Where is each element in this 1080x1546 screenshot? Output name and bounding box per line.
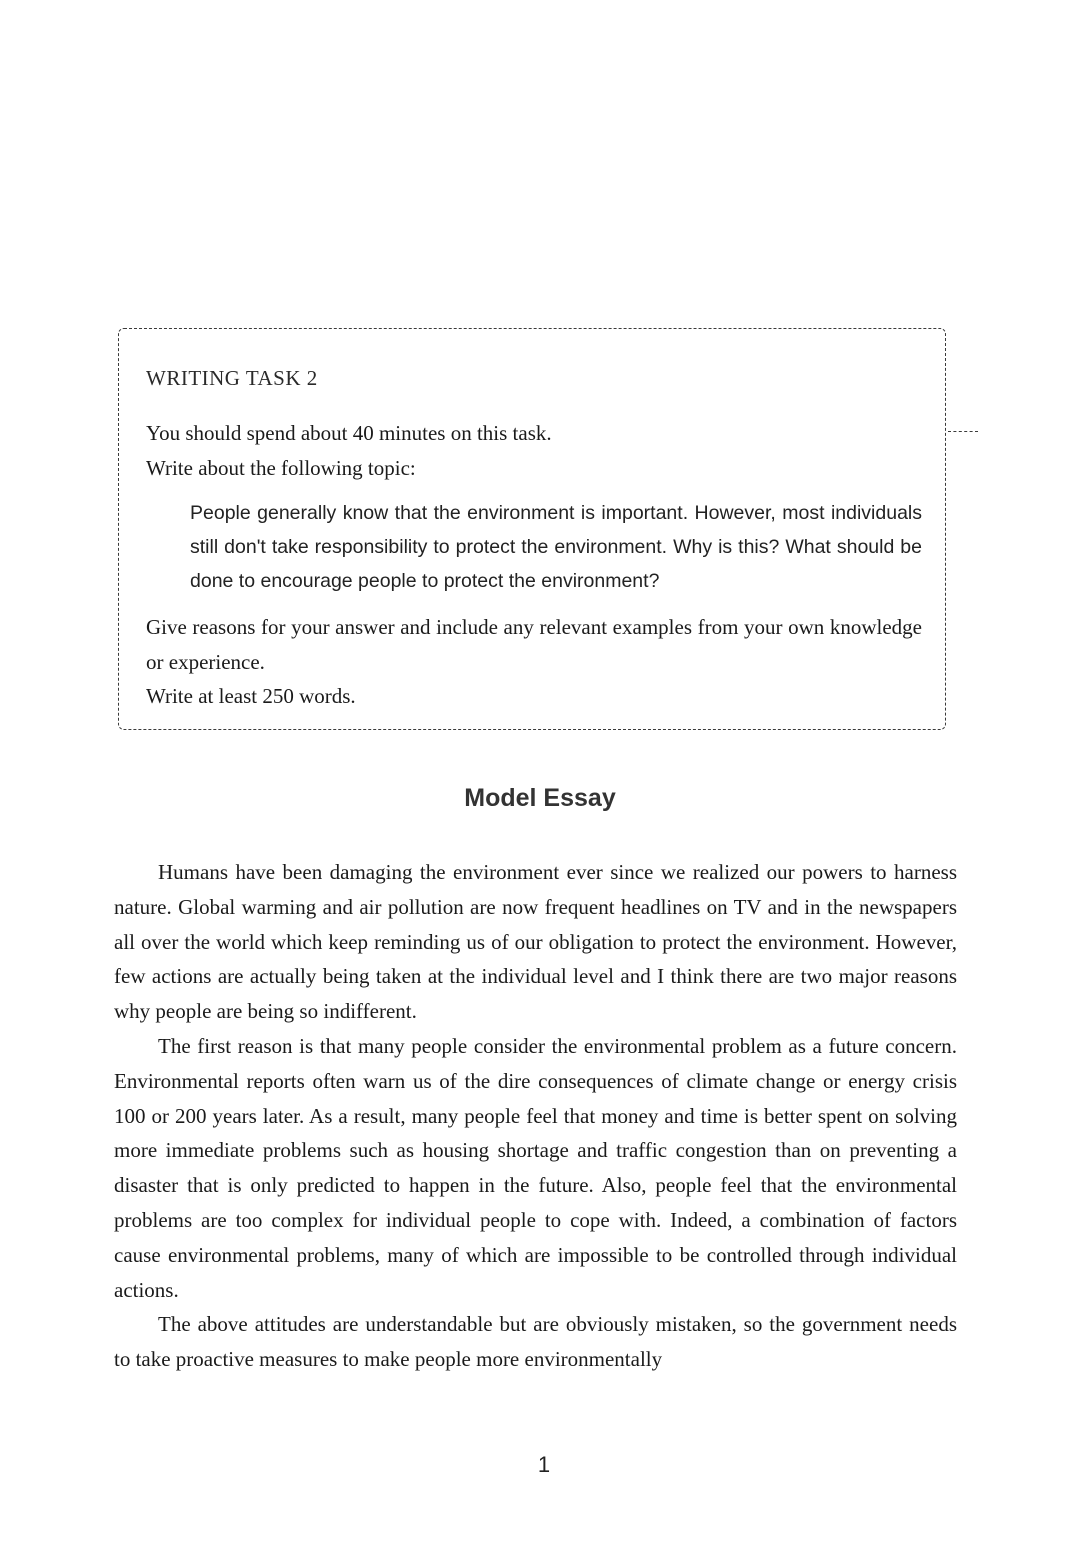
essay-paragraph: The above attitudes are understandable but are obviously mistaken, so the government needs to take proactive measures to make people more environmentally (114, 1312, 957, 1372)
time-instruction: You should spend about 40 minutes on this task. (146, 421, 552, 445)
margin-dash-mark (948, 431, 978, 432)
essay-body (114, 855, 957, 1377)
task-title: WRITING TASK 2 (146, 366, 318, 390)
essay-title: Model Essay (464, 784, 616, 812)
essay-topic: People generally know that the environment is important. However, most individuals still don't take responsibility to protect the environment. Why is this? What should be done to encourage people to protect the environment? (190, 502, 922, 592)
reasons-instruction: Give reasons for your answer and include any relevant examples from your own knowledge or experience. (146, 615, 922, 674)
essay-paragraph: The first reason is that many people consider the environmental problem as a future concern. Environmental reports often warn us of the dire consequences of climate change or energy crisis 100 or 200 years later. As a result, many people feel that money and time is better spent on solving more immediate problems such as housing shortage and traffic congestion than on preventing a disaster that is only predicted to happen in the future. Also, people feel that the environmental problems are too complex for individual people to cope with. Indeed, a combination of factors cause environmental problems, many of which are impossible to be controlled through individual actions. (114, 1033, 957, 1302)
word-count-instruction: Write at least 250 words. (146, 684, 356, 708)
task-instructions (146, 610, 922, 714)
topic-intro: Write about the following topic: (146, 456, 416, 480)
page-number: 1 (537, 1452, 551, 1477)
essay-paragraph: Humans have been damaging the environment ever since we realized our powers to harness nature. Global warming and air pollution are now frequent headlines on TV and in the newspapers all over the world which keep reminding us of our obligation to protect the environment. However, few actions are actually being taken at the individual level and I think there are two major reasons why people are being so indifferent. (114, 860, 957, 1024)
